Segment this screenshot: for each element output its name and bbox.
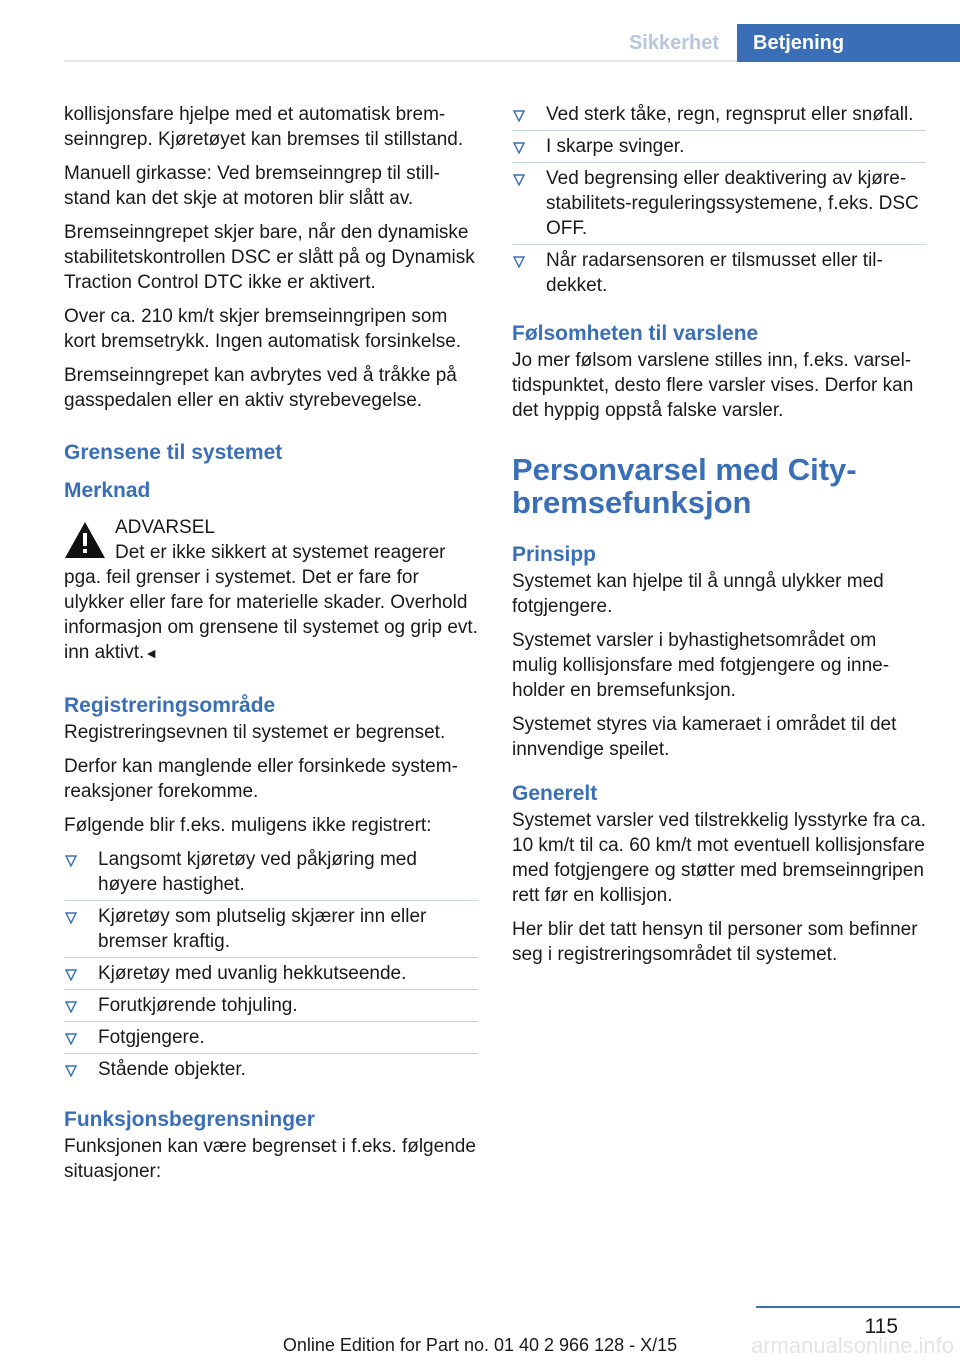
warning-text: Det er ikke sikkert at systemet reagerer pga. feil grenser i systemet. Det er fare for ulykker eller fare for materielle skader. Overhold informasjon om grensene til systemet og grip evt. inn aktivt.: [64, 542, 478, 663]
triangle-right-icon: [65, 969, 77, 981]
list-item: Langsomt kjøretøy ved påkjøring med høyere hastighet.: [64, 847, 478, 897]
paragraph: kollisjonsfare hjelpe med et automatisk bremseinngrep. Kjøretøyet kan bremses til stillstand.: [64, 104, 464, 150]
paragraph: Her blir det tatt hensyn til personer som befinner seg i registreringsområdet til systemet.: [512, 919, 918, 965]
paragraph: Bremseinngrepet kan avbrytes ved å tråkke på gasspedalen eller en aktiv styrebevegelse.: [64, 365, 457, 411]
triangle-right-icon: [65, 1001, 77, 1013]
triangle-right-icon: [513, 142, 525, 154]
footer-rule: [756, 1306, 960, 1308]
list-item: Kjøretøy med uvanlig hekkutseende.: [64, 961, 478, 986]
triangle-right-icon: [513, 256, 525, 268]
paragraph: Systemet kan hjelpe til å unngå ulykker med fotgjengere.: [512, 571, 884, 617]
heading-detection: Registreringsområde: [64, 694, 276, 717]
paragraph: Derfor kan manglende eller forsinkede systemreaksjoner forekomme.: [64, 756, 458, 802]
triangle-right-icon: [65, 1065, 77, 1077]
paragraph: Følgende blir f.eks. muligens ikke registrert:: [64, 815, 432, 836]
page-number: 115: [864, 1315, 898, 1338]
section-title: Personvarsel med City-bremsefunksjon: [512, 452, 857, 520]
list-item: Ved begrensing eller deaktivering av kjørestabilitets-reguleringssystemene, f.eks. DSC OFF.: [512, 166, 926, 241]
triangle-right-icon: [513, 110, 525, 122]
tab-sikkerhet[interactable]: Sikkerhet: [628, 31, 720, 54]
list-item: Forutkjørende tohjuling.: [64, 993, 478, 1018]
paragraph: Funksjonen kan være begrenset i f.eks. følgende situasjoner:: [64, 1136, 476, 1182]
heading-function-limits: Funksjonsbegrensninger: [64, 1108, 315, 1131]
watermark: armanualsonline.info: [750, 1333, 954, 1358]
triangle-right-icon: [65, 912, 77, 924]
warning-triangle-icon: [64, 521, 106, 559]
warning-body: [64, 540, 478, 666]
heading-general: Generelt: [512, 782, 598, 805]
paragraph: Over ca. 210 km/t skjer bremseinngripen som kort bremsetrykk. Ingen automatisk forsinkelse.: [64, 306, 462, 352]
tab-betjening[interactable]: Betjening: [737, 24, 960, 62]
online-edition: Online Edition for Part no. 01 40 2 966 128 - X/15: [282, 1335, 678, 1355]
end-mark: ◄: [144, 645, 159, 661]
paragraph: Systemet varsler ved tilstrekkelig lysstyrke fra ca. 10 km/t til ca. 60 km/t mot eventuell kollisjonsfare med fotgjengere og støtter med bremseinngripen rett før en kollisjon.: [512, 810, 926, 906]
list-item: Stående objekter.: [64, 1057, 478, 1082]
right-column: [512, 102, 926, 976]
warning-block: [64, 515, 478, 540]
list-item: I skarpe svinger.: [512, 134, 926, 159]
list-item: Fotgjengere.: [64, 1025, 478, 1050]
heading-principle: Prinsipp: [512, 543, 597, 566]
detection-list: [64, 847, 478, 1082]
list-item: Ved sterk tåke, regn, regnsprut eller snøfall.: [512, 102, 926, 127]
paragraph: Registreringsevnen til systemet er begrenset.: [64, 722, 446, 743]
left-column: [64, 102, 478, 1193]
heading-note: Merknad: [64, 479, 151, 502]
paragraph: Systemet varsler i byhastighetsområdet om mulig kollisjonsfare med fotgjengere og inneholder en bremsefunksjon.: [512, 630, 890, 701]
list-item: Når radarsensoren er tilsmusset eller tildekket.: [512, 248, 926, 298]
warning-title: ADVARSEL: [115, 517, 215, 538]
limitation-list: [512, 102, 926, 298]
paragraph: Manuell girkasse: Ved bremseinngrep til stillstand kan det skje at motoren blir slått av.: [64, 163, 440, 209]
paragraph: Systemet styres via kameraet i området til det innvendige speilet.: [512, 714, 897, 760]
heading-sensitivity: Følsomheten til varslene: [512, 322, 759, 345]
heading-limits: Grensene til systemet: [64, 441, 283, 464]
list-item: Kjøretøy som plutselig skjærer inn eller bremser kraftig.: [64, 904, 478, 954]
triangle-right-icon: [65, 855, 77, 867]
paragraph: Bremseinngrepet skjer bare, når den dynamiske stabilitetskontrollen DSC er slått på og Dynamisk Traction Control DTC ikke er aktivert.: [64, 222, 475, 293]
triangle-right-icon: [513, 174, 525, 186]
triangle-right-icon: [65, 1033, 77, 1045]
paragraph: Jo mer følsom varslene stilles inn, f.eks. varseltidspunktet, desto flere varsler vises. Derfor kan det hyppig oppstå falske varsler.: [512, 350, 914, 421]
